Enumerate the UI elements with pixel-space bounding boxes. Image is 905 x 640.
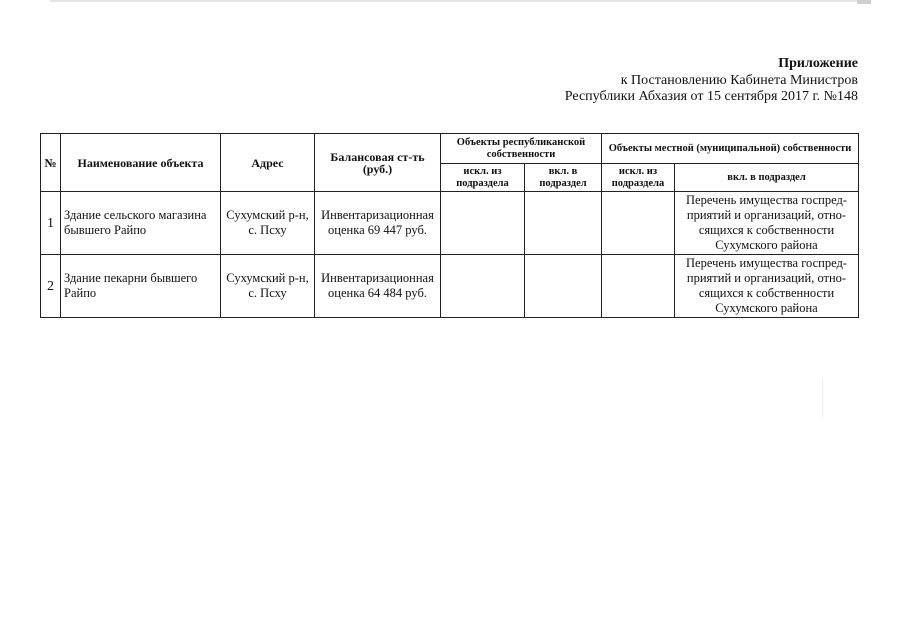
- col-header-address: Адрес: [221, 134, 315, 192]
- scan-artifact: [822, 378, 823, 418]
- object-name: Здание пекарни бывшего Райпо: [61, 255, 221, 318]
- col-group-republic: Объекты республиканской собственности: [441, 134, 602, 164]
- loc-incl-cell: Перечень имущества госпред-приятий и организаций, отно-сящихся к собственности Сухумского района: [675, 192, 859, 255]
- object-name: Здание сельского магазина бывшего Райпо: [61, 192, 221, 255]
- col-header-name: Наименование объекта: [61, 134, 221, 192]
- loc-incl-cell: Перечень имущества госпред-приятий и организаций, отно-сящихся к собственности Сухумского района: [675, 255, 859, 318]
- col-header-balance: Балансовая ст-ть (руб.): [315, 134, 441, 192]
- table-body: [41, 192, 859, 318]
- col-header-loc-excl: искл. из подраздела: [602, 164, 675, 192]
- appendix-header: [565, 56, 858, 105]
- rep-incl-cell: [525, 255, 602, 318]
- object-address: Сухумский р-н, с. Псху: [221, 192, 315, 255]
- row-number: 2: [41, 255, 61, 318]
- scan-top-edge: [50, 0, 870, 2]
- appendix-reference-line: к Постановлению Кабинета Министров: [620, 73, 858, 88]
- object-balance: Инвентаризационная оценка 64 484 руб.: [315, 255, 441, 318]
- loc-excl-cell: [602, 192, 675, 255]
- rep-excl-cell: [441, 192, 525, 255]
- rep-incl-cell: [525, 192, 602, 255]
- col-header-num: №: [41, 134, 61, 192]
- table-row: [41, 255, 859, 318]
- appendix-title: Приложение: [778, 56, 858, 71]
- object-balance: Инвентаризационная оценка 69 447 руб.: [315, 192, 441, 255]
- table-row: [41, 192, 859, 255]
- scan-corner-mark: [857, 0, 871, 4]
- object-address: Сухумский р-н, с. Псху: [221, 255, 315, 318]
- col-header-rep-incl: вкл. в подраздел: [525, 164, 602, 192]
- row-number: 1: [41, 192, 61, 255]
- col-header-loc-incl: вкл. в подраздел: [675, 164, 859, 192]
- table-header: [41, 134, 859, 192]
- col-header-rep-excl: искл. из подраздела: [441, 164, 525, 192]
- rep-excl-cell: [441, 255, 525, 318]
- col-group-local: Объекты местной (муниципальной) собственности: [602, 134, 859, 164]
- loc-excl-cell: [602, 255, 675, 318]
- property-table: [40, 133, 859, 318]
- appendix-decree-line: Республики Абхазия от 15 сентября 2017 г. №148: [564, 89, 858, 104]
